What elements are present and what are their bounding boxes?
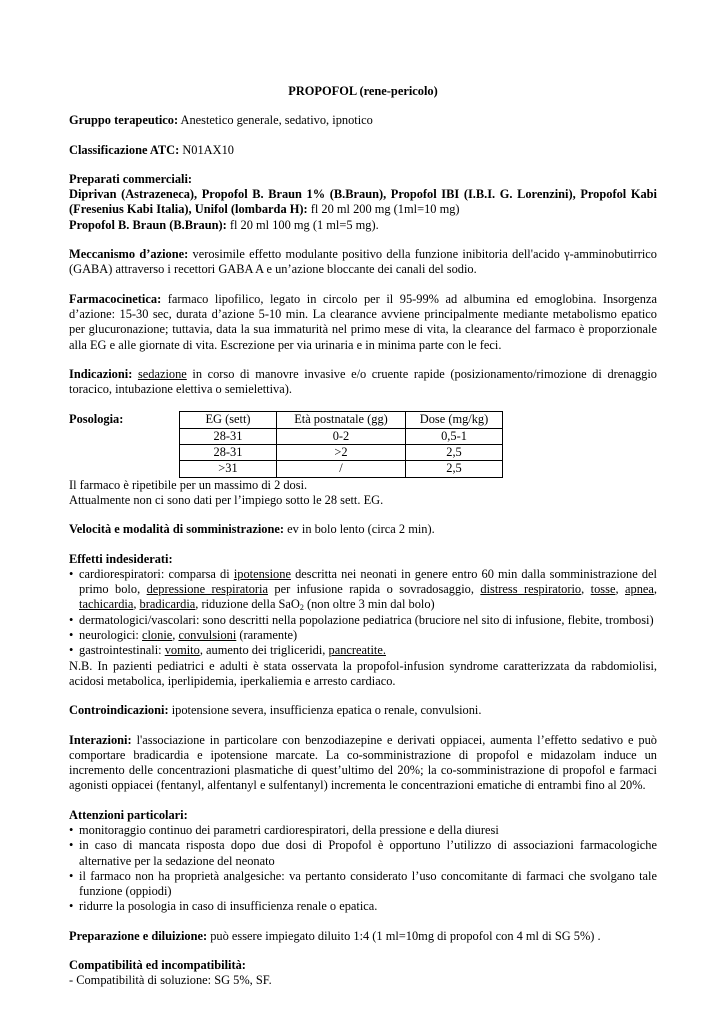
list-item: • in caso di mancata risposta dopo due dosi di Propofol è opportuno l’utilizzo di associazioni farmacologiche alternative per la sedazione del neonato bbox=[69, 838, 657, 869]
list-item bbox=[69, 628, 657, 643]
preparati-heading bbox=[69, 172, 657, 187]
indicazioni-value: in corso di manovre invasive e/o cruente rapide (posizionamento/rimozione di drenaggio toracico, intubazione elettiva o semielettiva). bbox=[69, 366, 657, 397]
table-row bbox=[180, 445, 503, 461]
cardio-text: , bbox=[581, 582, 591, 597]
cardio-text: , bbox=[615, 582, 625, 597]
cardio-text: , bbox=[653, 582, 657, 597]
meccanismo-label: Meccanismo d’azione: bbox=[69, 247, 189, 262]
posologia bbox=[69, 411, 657, 477]
preparazione-diluizione bbox=[69, 929, 657, 944]
classificazione-atc bbox=[69, 143, 657, 158]
cardio-text: , riduzione della SaO bbox=[195, 597, 300, 612]
effetti-list bbox=[69, 567, 657, 659]
list-item: • ridurre la posologia in caso di insufficienza renale o epatica. bbox=[69, 899, 657, 914]
meccanismo-value: verosimile effetto modulante positivo della funzione inibitoria dell'acido γ-amminobutirrico (GABA) attraverso i recettori GABA A e un’azione bloccante dei canali del sodio. bbox=[69, 247, 657, 277]
table-row bbox=[180, 461, 503, 477]
velocita-somministrazione bbox=[69, 522, 657, 537]
pancreatite-link[interactable]: pancreatite. bbox=[328, 643, 386, 658]
list-item bbox=[69, 567, 657, 613]
compatibilita-value: - Compatibilità di soluzione: SG 5%, SF. bbox=[69, 973, 272, 988]
farmacocinetica-label: Farmacocinetica: bbox=[69, 291, 162, 306]
cell-eta: 0-2 bbox=[277, 428, 406, 444]
preparati-line2-brand: Propofol B. Braun (B.Braun): bbox=[69, 217, 227, 232]
cardio-text: cardiorespiratori: comparsa di bbox=[79, 566, 234, 581]
neuro-text: (raramente) bbox=[236, 628, 298, 643]
preparati-line-1 bbox=[69, 187, 657, 218]
cardio-text: descritta nei neonati in genere entro 60 min dalla somministrazione del primo bolo, bbox=[79, 566, 657, 597]
convulsioni-link[interactable]: convulsioni bbox=[178, 628, 237, 643]
cell-eta: >2 bbox=[277, 445, 406, 461]
preparati-label: Preparati commerciali: bbox=[69, 171, 193, 186]
cell-eta: / bbox=[277, 461, 406, 477]
cell-eg: 28-31 bbox=[180, 428, 277, 444]
effetti-indesiderati bbox=[69, 552, 657, 690]
nb-note: N.B. In pazienti pediatrici e adulti è stata osservata la propofol-infusion syndrome caratterizzata da rabdomiolisi, acidosi metabolica, iperlipidemia, iperkaliemia e arresto cardiaco. bbox=[69, 658, 657, 688]
controindicazioni bbox=[69, 703, 657, 718]
preparazione-label: Preparazione e diluizione: bbox=[69, 928, 208, 943]
neuro-text: neurologici: bbox=[79, 628, 142, 643]
document-title: PROPOFOL (rene-pericolo) bbox=[288, 84, 438, 98]
meccanismo-azione bbox=[69, 247, 657, 278]
distress-respiratorio-link[interactable]: distress respiratorio bbox=[480, 582, 582, 597]
controindicazioni-label: Controindicazioni: bbox=[69, 703, 169, 718]
attenzioni-particolari bbox=[69, 808, 657, 915]
farmacocinetica-value: farmaco lipofilico, legato in circolo per il 95-99% ad albumina ed emoglobina. Insorgenza d’azione: 15-30 sec, durata d’azione 5-10 min. La clearance avviene principalmente mediante metabolismo epatico per glucuronazione; tuttavia, data la sua immaturità nel primo mese di vita, la clearance del farmaco è proporzionale alla EG e alle giornate di vita. Escrezione per via urinaria e in minima parte con le feci. bbox=[69, 291, 657, 352]
apnea-link[interactable]: apnea bbox=[625, 582, 654, 597]
compatibilita bbox=[69, 958, 657, 989]
posologia-note-1: Il farmaco è ripetibile per un massimo di 2 dosi. bbox=[69, 477, 308, 492]
preparati-line2-dose: fl 20 ml 100 mg (1 ml=5 mg). bbox=[226, 217, 379, 232]
sedazione-link[interactable]: sedazione bbox=[137, 366, 187, 381]
list-item bbox=[69, 643, 657, 658]
cell-dose: 0,5-1 bbox=[406, 428, 503, 444]
dose-table-header bbox=[180, 412, 503, 428]
farmacocinetica bbox=[69, 292, 657, 353]
compatibilita-label: Compatibilità ed incompatibilità: bbox=[69, 958, 246, 973]
header-dose: Dose (mg/kg) bbox=[406, 412, 503, 428]
gruppo-value: Anestetico generale, sedativo, ipnotico bbox=[178, 113, 373, 128]
preparazione-value: può essere impiegato diluito 1:4 (1 ml=10mg di propofol con 4 ml di SG 5%) . bbox=[207, 928, 601, 943]
effetti-heading bbox=[69, 552, 657, 567]
velocita-label: Velocità e modalità di somministrazione: bbox=[69, 522, 284, 537]
bradicardia-link[interactable]: bradicardia bbox=[139, 597, 196, 612]
cardio-text: per infusione rapida o sovradosaggio, bbox=[267, 582, 481, 597]
indicazioni bbox=[69, 367, 657, 398]
vomito-link[interactable]: vomito bbox=[164, 643, 200, 658]
posologia-note-2: Attualmente non ci sono dati per l’impiego sotto le 28 sett. EG. bbox=[69, 492, 384, 507]
posologia-label: Posologia: bbox=[69, 412, 124, 427]
compatibilita-heading bbox=[69, 958, 657, 973]
header-eta: Età postnatale (gg) bbox=[277, 412, 406, 428]
indicazioni-label: Indicazioni: bbox=[69, 366, 133, 381]
preparati-line1-brands: Diprivan (Astrazeneca), Propofol B. Braun 1% (B.Braun), Propofol IBI (I.B.I. G. Lorenzini), Propofol Kabi (Fresenius Kabi Italia), Unifol (lombarda H): bbox=[69, 187, 657, 217]
cardio-text: , bbox=[133, 597, 140, 612]
tachicardia-link[interactable]: tachicardia bbox=[79, 597, 134, 612]
ipotensione-link[interactable]: ipotensione bbox=[233, 566, 291, 581]
depressione-respiratoria-link[interactable]: depressione respiratoria bbox=[146, 582, 268, 597]
header-eg: EG (sett) bbox=[180, 412, 277, 428]
velocita-value: ev in bolo lento (circa 2 min). bbox=[283, 522, 435, 537]
atc-label: Classificazione ATC: bbox=[69, 142, 180, 157]
table-row bbox=[180, 428, 503, 444]
controindicazioni-value: ipotensione severa, insufficienza epatica o renale, convulsioni. bbox=[168, 703, 482, 718]
list-item: • monitoraggio continuo dei parametri cardiorespiratori, della pressione e della diuresi bbox=[69, 823, 657, 838]
gastro-text: gastrointestinali: bbox=[79, 643, 165, 658]
interazioni-label: Interazioni: bbox=[69, 732, 132, 747]
gruppo-terapeutico bbox=[69, 113, 657, 128]
interazioni bbox=[69, 733, 657, 794]
sao2-subscript: 2 bbox=[299, 603, 304, 613]
cell-dose: 2,5 bbox=[406, 461, 503, 477]
dose-table bbox=[179, 411, 503, 477]
cell-dose: 2,5 bbox=[406, 445, 503, 461]
effetti-label: Effetti indesiderati: bbox=[69, 551, 173, 566]
attenzioni-label: Attenzioni particolari: bbox=[69, 807, 188, 822]
cell-eg: 28-31 bbox=[180, 445, 277, 461]
atc-value: N01AX10 bbox=[179, 142, 234, 157]
gastro-text: , aumento dei trigliceridi, bbox=[199, 643, 329, 658]
list-item: • dermatologici/vascolari: sono descritti nella popolazione pediatrica (bruciore nel sito di infusione, flebite, trombosi) bbox=[69, 613, 657, 628]
clonie-link[interactable]: clonie bbox=[141, 628, 173, 643]
list-item: • il farmaco non ha proprietà analgesiche: va pertanto considerato l’uso concomitante di farmaci che svolgano tale funzione (oppiodi) bbox=[69, 869, 657, 900]
preparati-commerciali bbox=[69, 172, 657, 233]
attenzioni-list bbox=[69, 823, 657, 915]
document-page bbox=[69, 84, 657, 989]
preparati-line1-dose: fl 20 ml 200 mg (1ml=10 mg) bbox=[307, 202, 460, 217]
neuro-text: , bbox=[172, 628, 179, 643]
cardio-text: (non oltre 3 min dal bolo) bbox=[303, 597, 435, 612]
preparati-line-2 bbox=[69, 218, 657, 233]
interazioni-value: l'associazione in particolare con benzodiazepine e derivati oppiacei, aumenta l’effetto sedativo e può comportare bradicardia e ipotensione marcate. La co-somministrazione di propofol e midazolam induce un incremento delle concentrazioni plasmatiche di quest’ultimo del 20%; la co-somministrazione di propofol e farmaci agonisti oppiacei (fentanyl, alfentanyl e sulfentanyl) incrementa le concentrazioni ematiche di entrambi fino al 20%. bbox=[69, 732, 657, 793]
gruppo-label: Gruppo terapeutico: bbox=[69, 113, 179, 128]
tosse-link[interactable]: tosse bbox=[590, 582, 616, 597]
cell-eg: >31 bbox=[180, 461, 277, 477]
attenzioni-heading bbox=[69, 808, 657, 823]
